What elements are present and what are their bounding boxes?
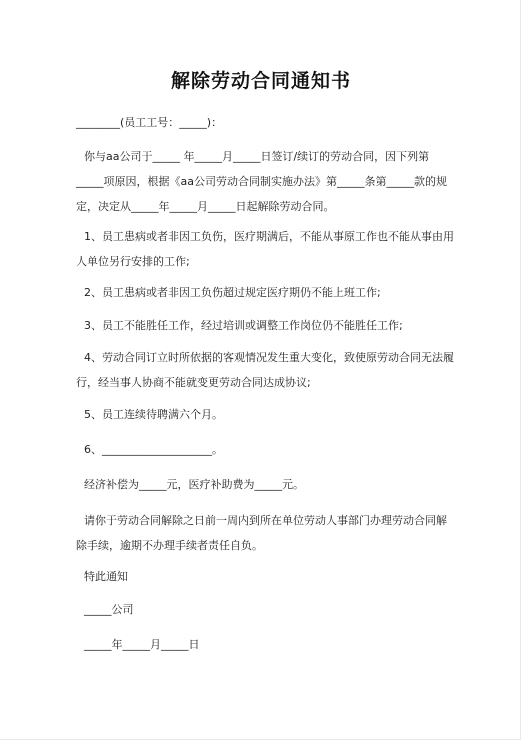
procedure-paragraph: 请你于劳动合同解除之日前一周内到所在单位劳动人事部门办理劳动合同解除手续，逾期不办理手续者责任自负。 [76,514,447,552]
date-line: _____年_____月_____日 [84,638,200,651]
compensation-line: 经济补偿为_____元，医疗补助费为_____元。 [84,478,304,491]
company-line: _____公司 [84,603,134,616]
document-title: 解除劳动合同通知书 [170,70,351,92]
body-paragraph: 你与aa公司于_____ 年_____月_____日签订/续订的劳动合同，因下列第_____项原因，根据《aa公司劳动合同制实施办法》第_____条第_____款的规定，决定从_____年_____月_____日起解除劳动合同。 [76,150,447,213]
reason-3: 3、员工不能胜任工作，经过培训或调整工作岗位仍不能胜任工作; [84,319,403,332]
notice-line: 特此通知 [84,570,128,583]
reason-5: 5、员工连续待聘满六个月。 [84,408,223,421]
reason-4: 4、劳动合同订立时所依据的客观情况发生重大变化，致使原劳动合同无法履行，经当事人协商不能就变更劳动合同达成协议; [76,351,454,389]
reason-2: 2、员工患病或者非因工负伤超过规定医疗期仍不能上班工作; [84,286,381,299]
reason-1: 1、员工患病或者非因工负伤，医疗期满后，不能从事原工作也不能从事由用人单位另行安排的工作; [76,230,454,268]
salutation: ________(员工工号：_____)： [76,116,223,129]
reason-6: 6、____________________。 [84,443,223,456]
